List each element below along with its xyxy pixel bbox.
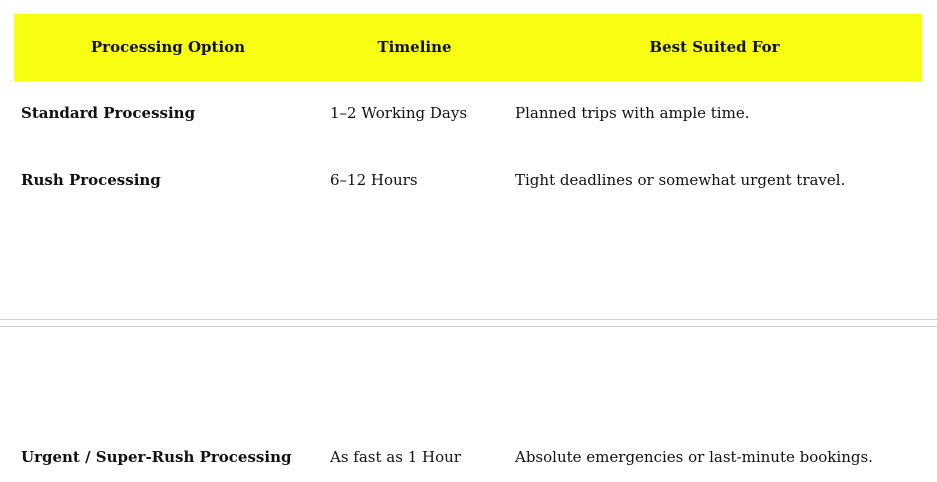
page-break-divider — [0, 319, 937, 327]
row-option: Standard Processing — [21, 104, 196, 122]
row-timeline: 6–12 Hours — [330, 171, 418, 189]
header-timeline: Timeline — [377, 38, 452, 56]
row-timeline: 1–2 Working Days — [330, 104, 468, 122]
row-option: Rush Processing — [21, 171, 161, 189]
row-timeline: As fast as 1 Hour — [330, 448, 461, 466]
row-suited: Absolute emergencies or last-minute bookings. — [515, 448, 873, 466]
table-header — [14, 14, 922, 81]
header-best-suited-for: Best Suited For — [649, 38, 780, 56]
header-processing-option: Processing Option — [90, 38, 246, 56]
row-suited: Tight deadlines or somewhat urgent travel. — [515, 171, 846, 189]
row-suited: Planned trips with ample time. — [515, 104, 750, 122]
row-option: Urgent / Super-Rush Processing — [21, 448, 292, 466]
